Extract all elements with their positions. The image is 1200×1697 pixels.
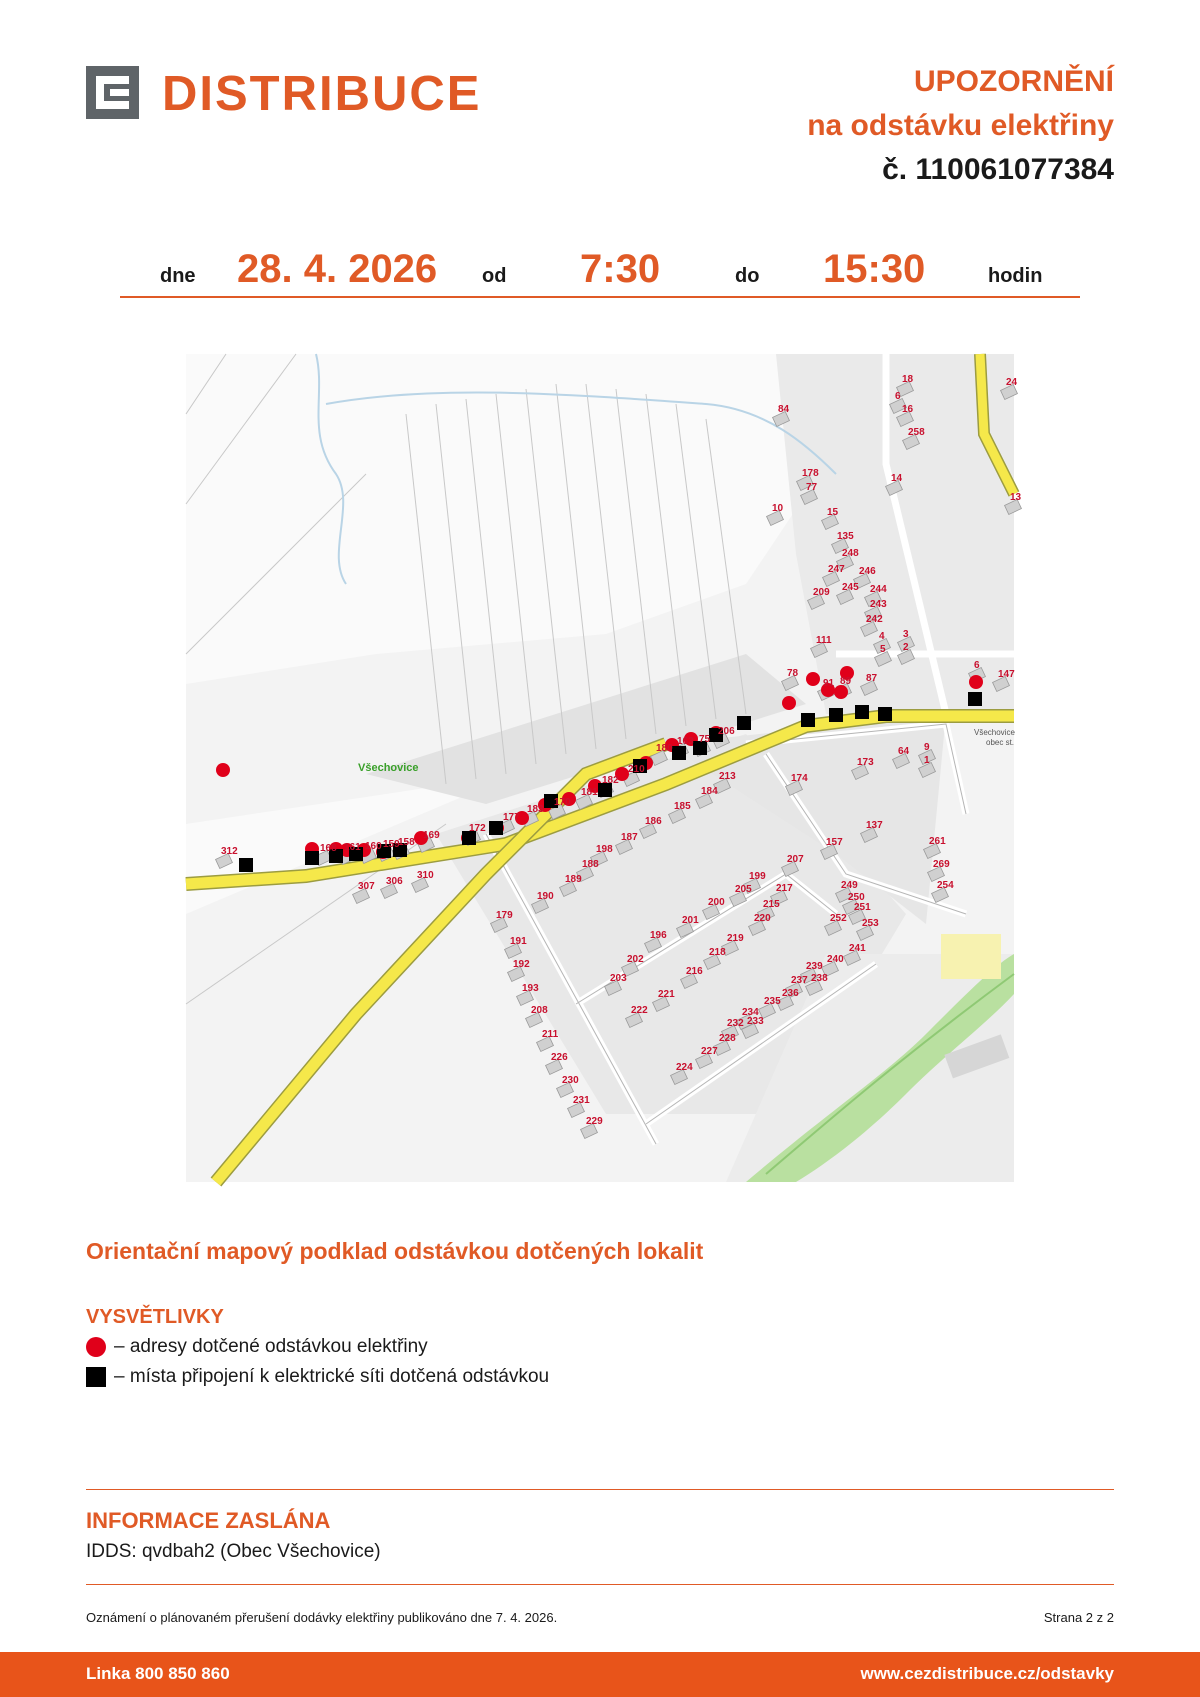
house-number-label: 182 <box>602 775 619 786</box>
black-square-icon <box>86 1367 106 1387</box>
footer-bar <box>0 1652 1200 1697</box>
to-label: do <box>735 265 760 287</box>
legend-item-connection-points <box>86 1366 549 1388</box>
notice-heading <box>807 60 1114 192</box>
house-number-label: 258 <box>908 427 925 438</box>
house-number-label: 158 <box>398 837 415 848</box>
house-number-label: 310 <box>417 870 434 881</box>
house-number-label: 238 <box>811 973 828 984</box>
house-number-label: 245 <box>842 582 859 593</box>
house-number-label: 220 <box>754 913 771 924</box>
house-number-label: 246 <box>859 566 876 577</box>
house-number-label: 203 <box>610 973 627 984</box>
house-number-label: 64 <box>898 746 910 757</box>
house-number-label: 2 <box>903 642 909 653</box>
connection-point-marker <box>737 716 751 730</box>
house-number-label: 213 <box>719 771 736 782</box>
house-number-label: 199 <box>749 871 766 882</box>
house-number-label: 179 <box>496 910 513 921</box>
house-number-label: 243 <box>870 599 887 610</box>
map-place-label-2b: obec st. <box>986 738 1015 747</box>
outage-map <box>186 354 1022 1182</box>
house-number-label: 244 <box>870 584 887 595</box>
house-number-label: 306 <box>386 876 403 887</box>
house-number-label: 89 <box>840 676 852 687</box>
house-number-label: 249 <box>841 880 858 891</box>
cez-logo-icon <box>86 66 139 119</box>
footer-url-link[interactable]: www.cezdistribuce.cz/odstavky <box>860 1664 1114 1683</box>
house-number-label: 13 <box>1010 492 1022 503</box>
house-number-label: 202 <box>627 954 644 965</box>
house-number-label: 172 <box>469 823 486 834</box>
house-number-label: 215 <box>763 899 780 910</box>
house-number-label: 217 <box>776 883 793 894</box>
unit-label: hodin <box>988 265 1043 287</box>
house-number-label: 224 <box>676 1062 693 1073</box>
info-title: INFORMACE ZASLÁNA <box>86 1508 331 1533</box>
connection-point-marker <box>855 705 869 719</box>
house-number-label: 253 <box>862 918 879 929</box>
house-number-label: 247 <box>828 564 845 575</box>
page-number: Strana 2 z 2 <box>1043 1610 1114 1625</box>
house-number-label: 240 <box>827 954 844 965</box>
legend-label: – adresy dotčené odstávkou elektřiny <box>114 1336 428 1357</box>
house-number-label: 205 <box>735 884 752 895</box>
house-number-label: 4 <box>879 631 885 642</box>
affected-address-marker <box>782 696 796 710</box>
house-number-label: 159 <box>383 839 400 850</box>
divider <box>86 1584 1114 1585</box>
connection-point-marker <box>305 851 319 865</box>
house-number-label: 1 <box>924 755 930 766</box>
to-time: 15:30 <box>823 247 926 291</box>
house-number-label: 189 <box>565 874 582 885</box>
house-number-label: 180 <box>656 743 673 754</box>
house-number-label: 193 <box>522 983 539 994</box>
house-number-label: 241 <box>849 943 866 954</box>
house-number-label: 307 <box>358 881 375 892</box>
house-number-label: 14 <box>891 473 903 484</box>
from-time: 7:30 <box>580 247 661 291</box>
house-number-label: 261 <box>929 836 946 847</box>
house-number-label: 75 <box>699 734 711 745</box>
house-number-label: 209 <box>813 587 830 598</box>
house-number-label: 187 <box>621 832 638 843</box>
house-number-label: 312 <box>221 846 238 857</box>
house-number-label: 237 <box>791 975 808 986</box>
house-number-label: 15 <box>827 507 839 518</box>
day-label: dne <box>160 265 196 287</box>
house-number-label: 185 <box>674 801 691 812</box>
outage-date: 28. 4. 2026 <box>237 247 438 291</box>
house-number-label: 200 <box>708 897 725 908</box>
house-number-label: 196 <box>650 930 667 941</box>
house-number-label: 239 <box>806 961 823 972</box>
house-number-label: 157 <box>826 837 843 848</box>
notice-number: č. 110061077384 <box>882 153 1114 186</box>
house-number-label: 160 <box>365 841 382 852</box>
house-number-label: 178 <box>802 468 819 479</box>
house-number-label: 226 <box>551 1052 568 1063</box>
house-number-label: 6 <box>974 660 980 671</box>
house-number-label: 173 <box>857 757 874 768</box>
house-number-label: 248 <box>842 548 859 559</box>
house-number-label: 216 <box>686 966 703 977</box>
map-place-label: Všechovice <box>358 762 419 774</box>
house-number-label: 230 <box>562 1075 579 1086</box>
info-recipient: IDDS: qvdbah2 (Obec Všechovice) <box>86 1541 381 1562</box>
house-number-label: 269 <box>933 859 950 870</box>
house-number-label: 201 <box>682 915 699 926</box>
house-number-label: 3 <box>903 629 909 640</box>
legend-title: VYSVĚTLIVKY <box>86 1306 224 1328</box>
house-number-label: 10 <box>772 503 784 514</box>
connection-point-marker <box>239 858 253 872</box>
house-number-label: 235 <box>764 996 781 1007</box>
house-number-label: 192 <box>513 959 530 970</box>
house-number-label: 207 <box>787 854 804 865</box>
house-number-label: 135 <box>837 531 854 542</box>
connection-point-marker <box>968 692 982 706</box>
house-number-label: 24 <box>1006 377 1018 388</box>
house-number-label: 91 <box>823 678 835 689</box>
house-number-label: 177 <box>503 812 520 823</box>
house-number-label: 163 <box>677 736 694 747</box>
house-number-label: 190 <box>537 891 554 902</box>
house-number-label: 183 <box>527 804 544 815</box>
house-number-label: 169 <box>423 830 440 841</box>
connection-point-marker <box>672 746 686 760</box>
house-number-label: 191 <box>510 936 527 947</box>
house-number-label: 5 <box>880 644 886 655</box>
house-number-label: 252 <box>830 913 847 924</box>
house-number-label: 250 <box>848 892 865 903</box>
publication-note: Oznámení o plánovaném přerušení dodávky elektřiny publikováno dne 7. 4. 2026. <box>86 1610 558 1625</box>
house-number-label: 9 <box>924 742 930 753</box>
house-number-label: 84 <box>778 404 790 415</box>
house-number-label: 111 <box>816 635 832 646</box>
house-number-label: 77 <box>806 482 818 493</box>
house-number-label: 254 <box>937 880 954 891</box>
map-place-label-2: Všechovice <box>974 728 1015 737</box>
house-number-label: 208 <box>531 1005 548 1016</box>
house-number-label: 229 <box>586 1116 603 1127</box>
hotline: Linka 800 850 860 <box>86 1664 230 1683</box>
connection-point-marker <box>801 713 815 727</box>
house-number-label: 221 <box>658 989 675 1000</box>
house-number-label: 218 <box>709 947 726 958</box>
house-number-label: 147 <box>998 669 1015 680</box>
house-number-label: 231 <box>573 1095 590 1106</box>
house-number-label: 234 <box>742 1007 759 1018</box>
house-number-label: 211 <box>542 1029 559 1040</box>
house-number-label: 186 <box>645 816 662 827</box>
house-number-label: 206 <box>718 726 735 737</box>
connection-point-marker <box>489 821 503 835</box>
house-number-label: 210 <box>628 764 645 775</box>
house-number-label: 16 <box>902 404 914 415</box>
connection-point-marker <box>829 708 843 722</box>
house-number-label: 184 <box>701 786 718 797</box>
house-number-label: 161 <box>344 842 361 853</box>
cez-distribuce-logo <box>86 66 482 122</box>
outage-schedule <box>120 240 1080 298</box>
notice-title: UPOZORNĚNÍ <box>913 65 1114 98</box>
affected-address-marker <box>806 672 820 686</box>
house-number-label: 222 <box>631 1005 648 1016</box>
affected-address-marker <box>216 763 230 777</box>
legend-item-affected-addresses <box>86 1336 428 1358</box>
house-number-label: 78 <box>787 668 799 679</box>
house-number-label: 228 <box>719 1033 736 1044</box>
notice-subtitle: na odstávku elektřiny <box>807 109 1114 142</box>
house-number-label: 170 <box>554 797 571 808</box>
house-number-label: 181 <box>581 787 598 798</box>
map-caption: Orientační mapový podklad odstávkou dotčených lokalit <box>86 1238 704 1264</box>
house-number-label: 188 <box>582 859 599 870</box>
house-number-label: 242 <box>866 614 883 625</box>
logo-wordmark: DISTRIBUCE <box>162 67 482 121</box>
house-number-label: 251 <box>854 902 871 913</box>
connection-point-marker <box>878 707 892 721</box>
divider <box>86 1489 1114 1490</box>
from-label: od <box>482 265 507 287</box>
house-number-label: 227 <box>701 1046 718 1057</box>
house-number-label: 18 <box>902 374 914 385</box>
house-number-label: 236 <box>782 988 799 999</box>
affected-address-marker <box>969 675 983 689</box>
house-number-label: 168 <box>320 843 337 854</box>
red-dot-icon <box>86 1337 106 1357</box>
legend-label: – místa připojení k elektrické síti dotčená odstávkou <box>114 1366 550 1387</box>
affected-address-marker <box>834 685 848 699</box>
house-number-label: 137 <box>866 820 883 831</box>
house-number-label: 174 <box>791 773 808 784</box>
house-number-label: 219 <box>727 933 744 944</box>
house-number-label: 87 <box>866 673 878 684</box>
house-number-label: 232 <box>727 1018 744 1029</box>
house-number-label: 6 <box>895 391 901 402</box>
house-number-label: 198 <box>596 844 613 855</box>
house-number-label: 233 <box>747 1016 764 1027</box>
